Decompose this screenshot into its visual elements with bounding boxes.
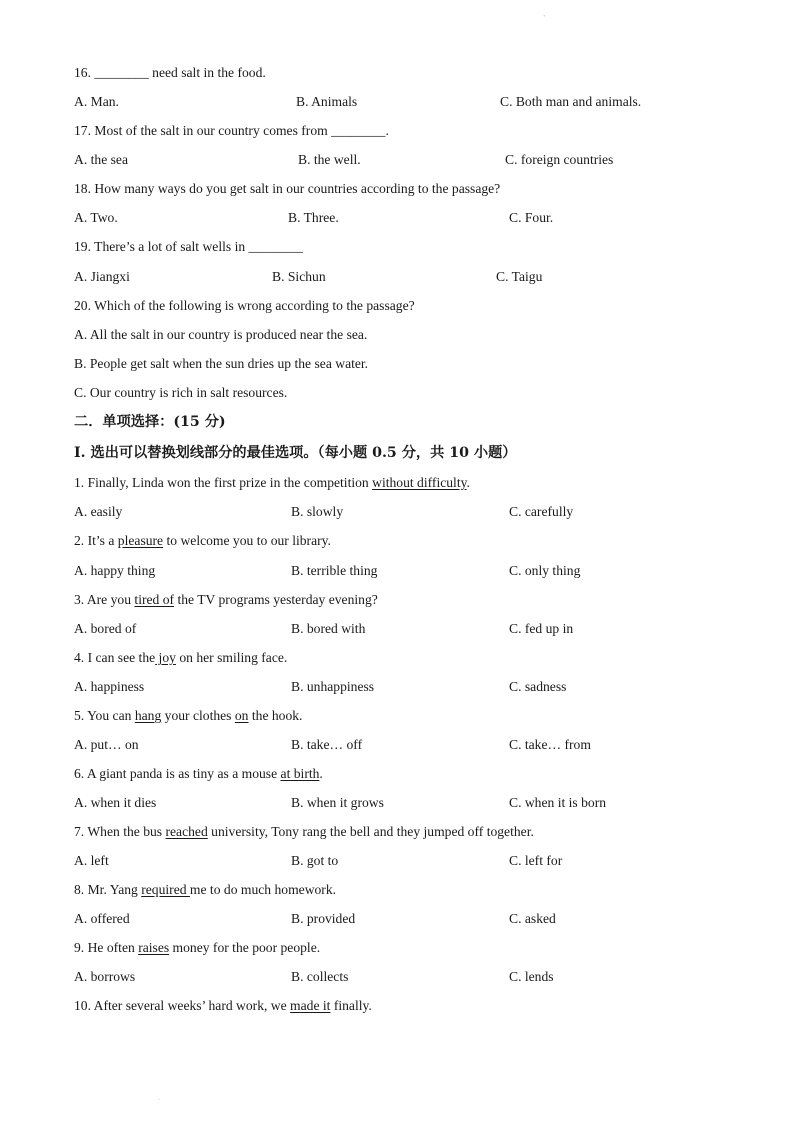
question-2: 2. It’s a pleasure to welcome you to our library. — [74, 533, 331, 548]
q8-option-c: C. asked — [509, 911, 556, 926]
q18-option-a: A. Two. — [74, 210, 118, 225]
bottom-mark: · — [158, 1096, 161, 1104]
q20-option-a: A. All the salt in our country is produced near the sea. — [74, 327, 368, 342]
q16-option-b: B. Animals — [296, 94, 358, 109]
question-10: 10. After several weeks’ hard work, we made it finally. — [74, 998, 372, 1013]
section-title: 二．单项选择：(15 分) — [74, 414, 226, 430]
question-17: 17. Most of the salt in our country comes from ________. — [74, 123, 389, 138]
question-4: 4. I can see the joy on her smiling face. — [74, 650, 288, 665]
q19-option-a: A. Jiangxi — [74, 269, 130, 284]
question-16: 16. ________ need salt in the food. — [74, 65, 266, 80]
underlined-phrase: reached — [165, 824, 208, 839]
corner-mark: ` — [543, 14, 546, 23]
underlined-phrase: hang — [134, 708, 162, 723]
q7-option-a: A. left — [74, 853, 109, 868]
question-19: 19. There’s a lot of salt wells in ________ — [74, 239, 303, 254]
q4-option-a: A. happiness — [74, 679, 145, 694]
q20-option-c: C. Our country is rich in salt resources. — [74, 385, 288, 400]
q20-option-b: B. People get salt when the sun dries up the sea water. — [74, 356, 369, 371]
q9-option-a: A. borrows — [74, 969, 136, 984]
q9-option-c: C. lends — [509, 969, 554, 984]
question-20: 20. Which of the following is wrong according to the passage? — [74, 298, 415, 313]
q2-option-a: A. happy thing — [74, 563, 156, 578]
subsection-title: I. 选出可以替换划线部分的最佳选项。（每小题 0.5 分，共 10 小题） — [74, 445, 517, 461]
q1-option-c: C. carefully — [509, 504, 574, 519]
underlined-phrase: on — [234, 708, 249, 723]
q6-option-b: B. when it grows — [291, 795, 384, 810]
underlined-phrase: at birth — [280, 766, 320, 781]
underlined-phrase: joy — [155, 650, 176, 665]
q2-option-c: C. only thing — [509, 563, 581, 578]
question-5: 5. You can hang your clothes on the hook. — [74, 708, 303, 723]
q18-option-c: C. Four. — [509, 210, 554, 225]
question-18: 18. How many ways do you get salt in our countries according to the passage? — [74, 181, 501, 196]
q16-option-a: A. Man. — [74, 94, 119, 109]
q7-option-b: B. got to — [291, 853, 339, 868]
q19-option-c: C. Taigu — [496, 269, 543, 284]
q1-option-b: B. slowly — [291, 504, 344, 519]
q6-option-a: A. when it dies — [74, 795, 157, 810]
q16-option-c: C. Both man and animals. — [500, 94, 642, 109]
q7-option-c: C. left for — [509, 853, 563, 868]
q17-option-b: B. the well. — [298, 152, 361, 167]
q3-option-b: B. bored with — [291, 621, 366, 636]
underlined-phrase: without difficulty — [372, 475, 467, 490]
question-8: 8. Mr. Yang required me to do much homework. — [74, 882, 337, 897]
q1-option-a: A. easily — [74, 504, 123, 519]
underlined-phrase: pleasure — [117, 533, 164, 548]
question-6: 6. A giant panda is as tiny as a mouse at birth. — [74, 766, 323, 781]
q2-option-b: B. terrible thing — [291, 563, 378, 578]
q5-option-a: A. put… on — [74, 737, 139, 752]
underlined-phrase: raises — [138, 940, 170, 955]
q17-option-c: C. foreign countries — [505, 152, 614, 167]
q18-option-b: B. Three. — [288, 210, 339, 225]
q17-option-a: A. the sea — [74, 152, 128, 167]
q4-option-b: B. unhappiness — [291, 679, 375, 694]
q8-option-b: B. provided — [291, 911, 356, 926]
q19-option-b: B. Sichun — [272, 269, 326, 284]
underlined-phrase: made it — [290, 998, 331, 1013]
question-9: 9. He often raises money for the poor people. — [74, 940, 321, 955]
q4-option-c: C. sadness — [509, 679, 567, 694]
underlined-phrase: required — [141, 882, 190, 897]
q3-option-c: C. fed up in — [509, 621, 574, 636]
q5-option-b: B. take… off — [291, 737, 363, 752]
q6-option-c: C. when it is born — [509, 795, 607, 810]
question-3: 3. Are you tired of the TV programs yesterday evening? — [74, 592, 378, 607]
q9-option-b: B. collects — [291, 969, 349, 984]
question-7: 7. When the bus reached university, Tony rang the bell and they jumped off together. — [74, 824, 534, 839]
q3-option-a: A. bored of — [74, 621, 137, 636]
underlined-phrase: tired of — [134, 592, 175, 607]
q5-option-c: C. take… from — [509, 737, 591, 752]
q8-option-a: A. offered — [74, 911, 130, 926]
question-1: 1. Finally, Linda won the first prize in the competition without difficulty. — [74, 475, 470, 490]
